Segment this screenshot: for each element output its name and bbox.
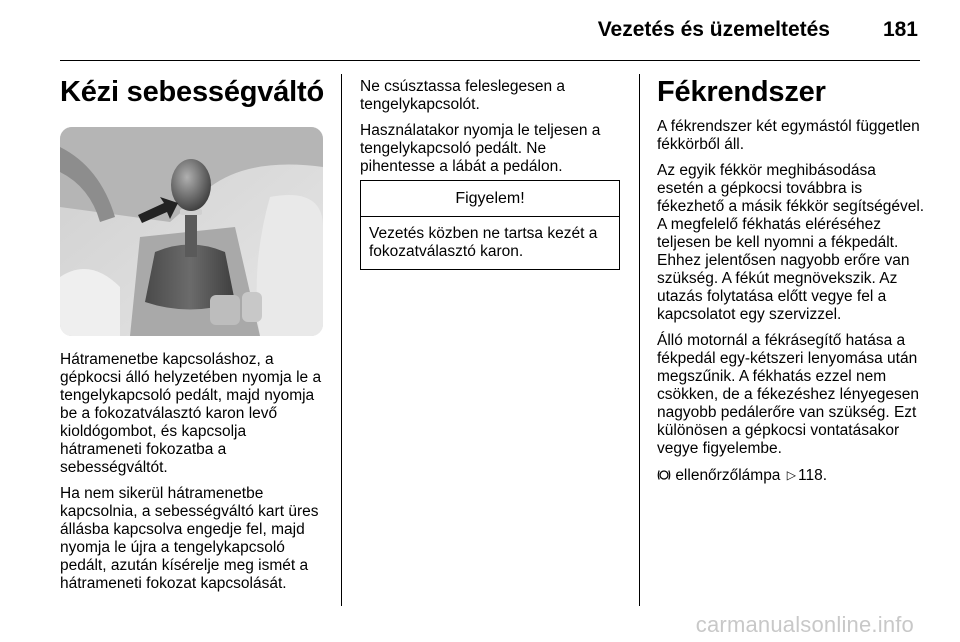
warning-box (360, 180, 620, 270)
column-divider-1 (341, 74, 342, 606)
watermark-text: carmanualsonline.info (695, 612, 914, 637)
page-reference-icon: ▷ (786, 468, 796, 482)
running-header-title: Vezetés és üzemeltetés (597, 18, 830, 41)
section-heading-brake-system: Fékrendszer (657, 76, 826, 108)
reference-text: ellenőrzőlámpa (675, 467, 781, 484)
page-number: 181 (882, 18, 918, 41)
left-column (60, 75, 330, 109)
brake-warning-icon (657, 468, 671, 482)
paragraph: Álló motornál a fékrásegítő hatása a fékpedál egy-kétszeri lenyomása után megszűnik. A fékhatás ezzel nem csökken, de a fékezéshez lényegesen nagyobb pedálerőre van szükség. Ezt különösen a gépkocsi vontatásakor vegye figyelembe. (657, 332, 919, 457)
section-heading-manual-transmission: Kézi sebességváltó (60, 76, 324, 108)
paragraph: Ne csúsztassa feleslegesen a tengelykapcsolót. (360, 78, 566, 113)
header-divider (60, 60, 920, 61)
brake-lamp-reference (657, 466, 925, 485)
left-column-text (60, 351, 330, 601)
paragraph: Hátramenetbe kapcsoláshoz, a gépkocsi álló helyzetében nyomja le a tengelykapcsoló pedált, majd nyomja be a fokozatválasztó karon levő kioldógombot, és kapcsolja hátrameneti fokozatba a sebességváltót. (60, 351, 322, 476)
paragraph: Az egyik fékkör meghibásodása esetén a gépkocsi továbbra is fékezhető a másik fékkör segítségével. A megfelelő fékhatás eléréséhez teljesen be kell nyomni a fékpedált. Ehhez jelentősen nagyobb erőre van szükség. A fékút megnövekszik. Az utazás folytatása előtt vegye fel a kapcsolatot egy szervizzel. (657, 162, 925, 323)
reference-page-link[interactable]: 118. (797, 467, 828, 484)
gear-lever-photo (60, 127, 323, 336)
paragraph: Ha nem sikerül hátramenetbe kapcsolnia, a sebességváltó kart üres állásba kapcsolva engedje fel, majd nyomja le újra a tengelykapcsoló pedált, azután kísérelje meg ismét a hátrameneti fokozat kapcsolását. (60, 485, 319, 592)
middle-column (360, 78, 622, 184)
paragraph: Használatakor nyomja le teljesen a tengelykapcsoló pedált. Ne pihentesse a lábát a pedálon. (360, 122, 601, 175)
warning-text: Vezetés közben ne tartsa kezét a fokozatválasztó karon. (369, 225, 598, 260)
column-divider-2 (639, 74, 640, 606)
paragraph: A fékrendszer két egymástól független fékkörből áll. (657, 118, 920, 153)
warning-title: Figyelem! (361, 181, 619, 217)
right-column (657, 75, 925, 493)
